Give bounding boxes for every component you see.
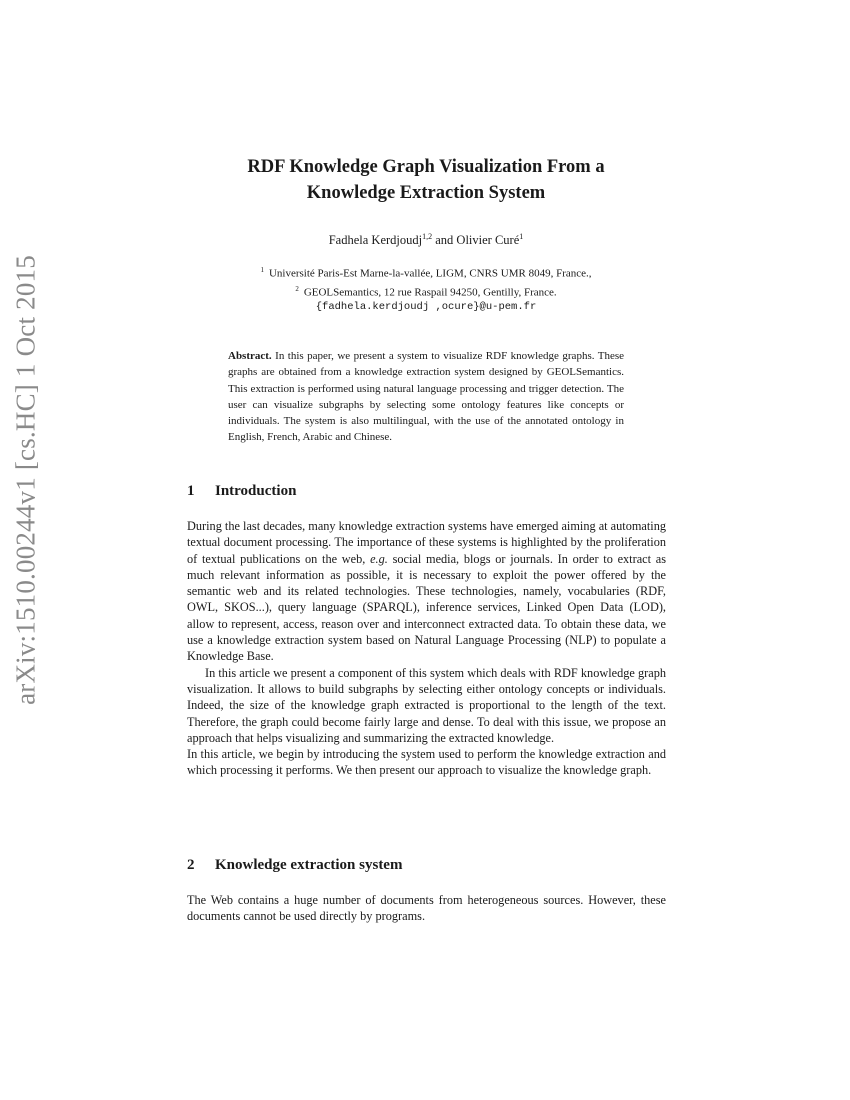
arxiv-identifier-stamp xyxy=(4,255,48,705)
affiliation-text: GEOLSemantics, 12 rue Raspail 94250, Gentilly, France. xyxy=(303,286,557,299)
affiliation-line xyxy=(187,282,665,301)
affiliation-mark: 1 xyxy=(260,266,264,274)
author-list xyxy=(187,232,665,248)
paragraph: The Web contains a huge number of documents from heterogeneous sources. However, these documents cannot be used directly by programs. xyxy=(187,893,666,924)
affiliation-mark: 2 xyxy=(295,284,299,293)
section-number: 1 xyxy=(187,483,195,499)
section-title: Introduction xyxy=(215,483,297,499)
paragraph xyxy=(187,518,666,665)
author-affiliation-mark: 1,2 xyxy=(422,232,433,241)
paragraph: In this article we present a component of this system which deals with RDF knowledge graph visualization. It allows to build subgraphs by selecting either ontology concepts or individuals. Indeed, the size of the knowledge graph extracted is proportional to the length of the text. Therefore, the graph could become fairly large and dense. To deal with this issue, we propose an approach that helps visualizing and summarizing the extracted knowledge. xyxy=(187,665,666,745)
author-name: Olivier Curé xyxy=(456,233,520,248)
arxiv-identifier-text: arXiv:1510.00244v1 [cs.HC] 1 Oct 2015 xyxy=(10,255,41,705)
abstract-label: Abstract. xyxy=(228,350,272,362)
emphasis-text: e.g. xyxy=(370,551,388,566)
section-heading-knowledge-extraction xyxy=(187,857,402,874)
section-title: Knowledge extraction system xyxy=(215,857,403,873)
title-line-1: RDF Knowledge Graph Visualization From a xyxy=(247,157,605,177)
abstract xyxy=(228,348,624,446)
title-line-2: Knowledge Extraction System xyxy=(306,183,546,203)
author-name: Fadhela Kerdjoudj xyxy=(328,233,423,248)
introduction-body xyxy=(187,518,666,779)
paragraph: In this article, we begin by introducing the system used to perform the knowledge extraction and which processing it performs. We then present our approach to visualize the knowledge graph. xyxy=(187,747,666,778)
author-emails: {fadhela.kerdjoudj ,ocure}@u-pem.fr xyxy=(315,301,537,314)
paper-title xyxy=(187,154,665,206)
paragraph-text: During the last decades, many knowledge extraction systems have emerged aiming at automating textual document processing. The importance of these systems is highlighted by the proliferation of textual publications on the web, xyxy=(187,519,666,566)
author-affiliation-mark: 1 xyxy=(519,232,524,241)
section-heading-introduction xyxy=(187,483,296,500)
paragraph-text: social media, blogs or journals. In order to extract as much relevant information as possible, it is necessary to exploit the power offered by the semantic web and its related technologies. These technologies, namely, vocabularies (RDF, OWL, SKOS...), query language (SPARQL), inference services, Linked Open Data (LOD), allow to represent, access, reason over and interconnect extracted data. To obtain these data, we use a knowledge extraction system based on Natural Language Processing (NLP) to populate a Knowledge Base. xyxy=(187,551,666,664)
affiliation-line xyxy=(187,263,665,282)
abstract-text: In this paper, we present a system to visualize RDF knowledge graphs. These graphs are obtained from a knowledge extraction system designed by GEOLSemantics. This extraction is performed using natural language processing and trigger detection. The user can visualize subgraphs by selecting some ontology features like concepts or individuals. The system is also multilingual, with the use of the annotated ontology in English, French, Arabic and Chinese. xyxy=(228,350,624,444)
affiliation-text: Université Paris-Est Marne-la-vallée, LIGM, CNRS UMR 8049, France., xyxy=(268,267,592,280)
section2-body xyxy=(187,892,666,925)
affiliations xyxy=(187,263,665,315)
section-number: 2 xyxy=(187,857,195,873)
author-conjunction: and xyxy=(432,233,457,248)
